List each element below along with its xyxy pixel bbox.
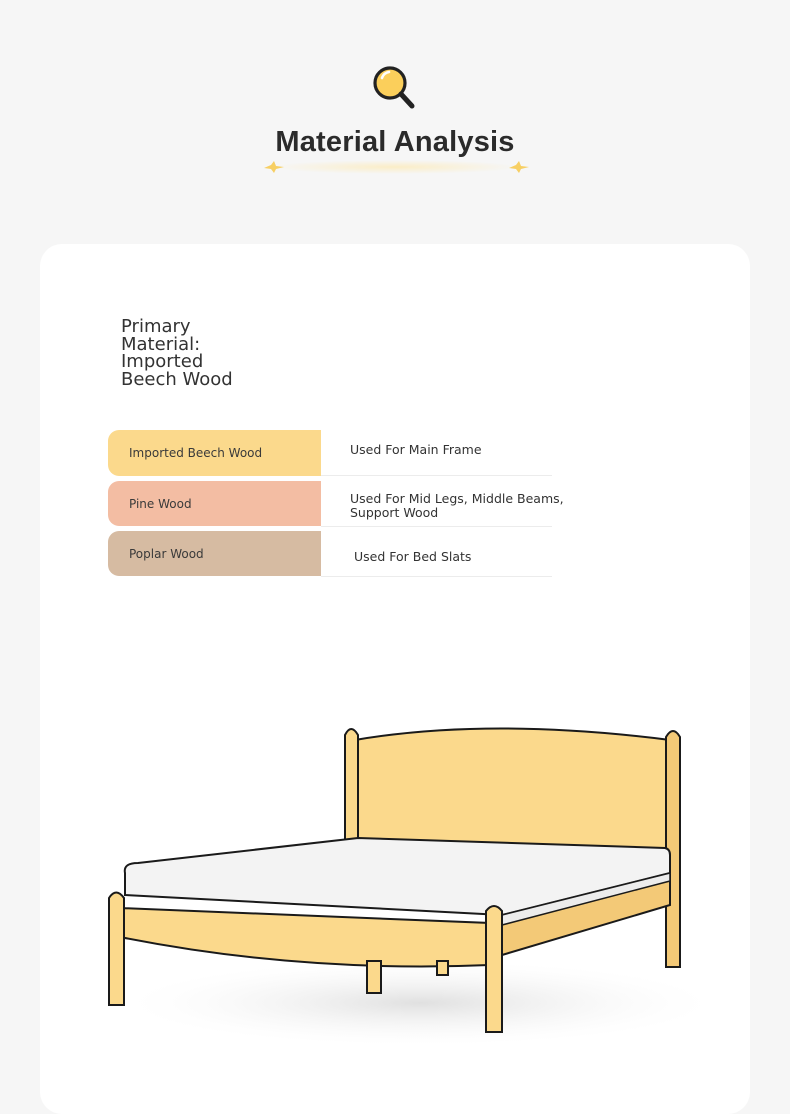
material-swatch-poplar <box>108 531 321 576</box>
row-divider <box>321 576 552 577</box>
material-use: Used For Bed Slats <box>354 549 472 564</box>
material-name: Poplar Wood <box>129 546 204 561</box>
material-use: Used For Main Frame <box>350 442 482 457</box>
row-divider <box>321 475 552 476</box>
sparkle-left-icon <box>262 160 286 174</box>
hero-section <box>0 0 790 240</box>
title-underline-glow <box>270 160 520 174</box>
material-use: Used For Mid Legs, Middle Beams, Support Wood <box>350 491 564 520</box>
material-swatch-beech <box>108 430 321 476</box>
material-name: Pine Wood <box>129 496 192 511</box>
bed-illustration <box>100 715 700 1045</box>
primary-material-heading: Primary Material: Imported Beech Wood <box>121 316 233 390</box>
sparkle-right-icon <box>507 160 531 174</box>
magnifier-icon <box>371 64 417 112</box>
row-divider <box>321 526 552 527</box>
material-name: Imported Beech Wood <box>129 446 263 460</box>
material-swatch-pine <box>108 481 321 526</box>
page-title: Material Analysis <box>275 126 515 158</box>
